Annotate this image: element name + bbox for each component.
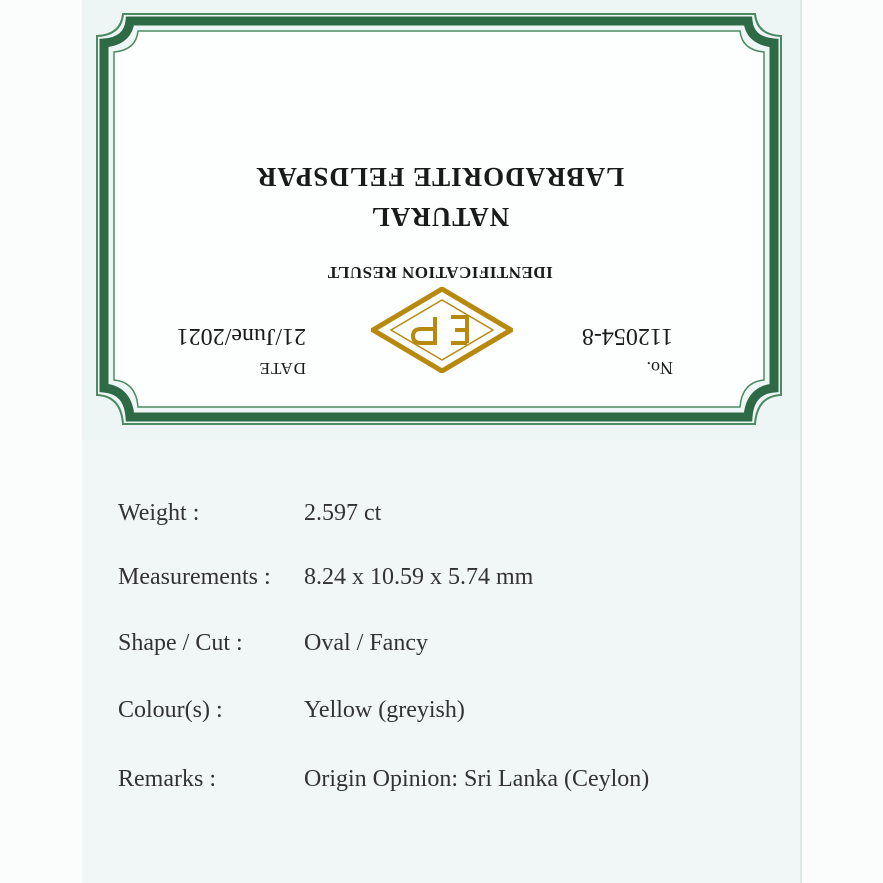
stone-type-line1: NATURAL <box>370 202 510 232</box>
measurements-value: 8.24 x 10.59 x 5.74 mm <box>304 564 534 590</box>
measurements-label: Measurements : <box>118 564 271 590</box>
remarks-label: Remarks : <box>118 766 216 792</box>
certificate-header <box>95 10 785 430</box>
number-label: No. <box>646 358 673 378</box>
certificate-date: 21/June/2021 <box>176 323 306 349</box>
stone-type-line2: LABRADORITE FELDSPAR <box>255 162 625 192</box>
shape-cut-label: Shape / Cut : <box>118 630 243 656</box>
lab-logo-icon <box>371 287 513 373</box>
remarks-value: Origin Opinion: Sri Lanka (Ceylon) <box>304 766 650 792</box>
date-label: DATE <box>258 359 306 378</box>
weight-value: 2.597 ct <box>304 500 382 526</box>
shape-cut-value: Oval / Fancy <box>304 630 428 656</box>
certificate-number: 112054-8 <box>581 323 673 349</box>
weight-label: Weight : <box>118 500 200 526</box>
logo-letters: EP <box>441 324 443 325</box>
colour-value: Yellow (greyish) <box>304 697 465 723</box>
colour-label: Colour(s) : <box>118 697 223 723</box>
identification-result-label: IDENTIFICATION RESULT <box>327 263 553 282</box>
